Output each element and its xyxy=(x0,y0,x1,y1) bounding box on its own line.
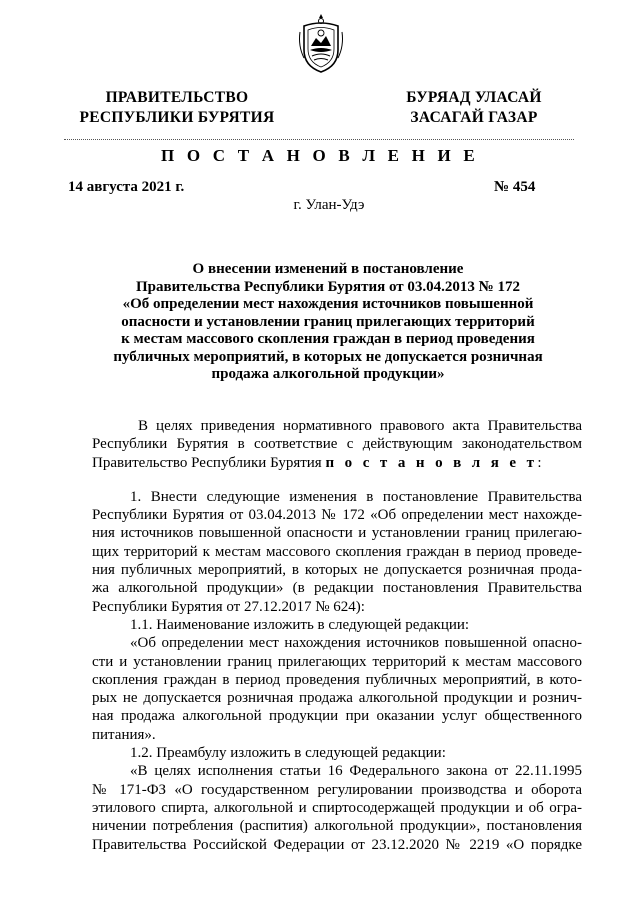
header-divider xyxy=(64,139,574,140)
issuer-line: РЕСПУБЛИКИ БУРЯТИЯ xyxy=(79,109,275,126)
body-line: ния публичных мероприятий, в которых не допускается розничная прода- xyxy=(92,562,582,579)
preamble-line: В целях приведения нормативного правового акта Правительства xyxy=(138,418,582,434)
body-line: 1.1. Наименование изложить в следующей редакции: xyxy=(130,616,470,633)
body-line: скопления граждан в период проведения публичных мероприятий, в кото- xyxy=(92,671,582,688)
body-line: Республики Бурятия от 27.12.2017 № 624): xyxy=(92,598,365,615)
document-number: № 454 xyxy=(494,179,536,195)
preamble-line xyxy=(92,454,582,472)
issuer-name-russian xyxy=(72,88,282,128)
document-type: П О С Т А Н О В Л Е Н И Е xyxy=(161,146,479,165)
title-line: публичных мероприятий, в которых не допускается розничная xyxy=(113,348,543,365)
body-line: рых не допускается розничная продажа алкогольной продукции и рознич- xyxy=(92,690,582,707)
body-line: сти и установлении границ прилегающих территорий к местам массового xyxy=(92,653,582,670)
title-line: О внесении изменений в постановление xyxy=(192,261,464,277)
preamble-text: : xyxy=(537,454,542,471)
body-line: № 171-ФЗ «О государственном регулировании производства и оборота xyxy=(92,781,582,798)
body-line: Правительства Российской Федерации от 23.12.2020 № 2219 «О порядке xyxy=(92,836,582,853)
resolves-word: п о с т а н о в л я е т xyxy=(325,454,538,471)
body-line: 1.2. Преамбулу изложить в следующей редакции: xyxy=(130,745,446,762)
body-line: «В целях исполнения статьи 16 Федерального закона от 22.11.1995 xyxy=(130,763,582,780)
body-line: ния источников повышенной опасности и установлении границ прилегаю- xyxy=(92,525,582,542)
issuer-line: ПРАВИТЕЛЬСТВО xyxy=(105,89,249,106)
title-line: к местам массового скопления граждан в период проведения xyxy=(121,331,535,347)
document-title xyxy=(100,261,556,384)
title-line: Правительства Республики Бурятия от 03.04.2013 № 172 xyxy=(135,278,520,295)
body-line: щих территорий к местам массового скопления граждан в период проведе- xyxy=(92,543,582,560)
title-line: опасности и установлении границ прилегающих территорий xyxy=(121,313,535,330)
body-line: жа алкогольной продукции» (в редакции постановления Правительства xyxy=(92,580,582,597)
body-line: «Об определении мест нахождения источников повышенной опасно- xyxy=(130,635,582,652)
issuer-line: БУРЯАД УЛАСАЙ xyxy=(406,89,542,106)
body-line: питания». xyxy=(92,726,156,743)
title-line: продажа алкогольной продукции» xyxy=(211,366,445,382)
preamble-line: Республики Бурятия в соответствие с действующим законодательством xyxy=(92,436,582,453)
document-date: 14 августа 2021 г. xyxy=(68,179,185,195)
issuer-line: ЗАСАГАЙ ГАЗАР xyxy=(410,109,538,126)
body-line: этилового спирта, алкогольной и спиртосодержащей продукции и об огра- xyxy=(92,799,582,816)
coat-of-arms-icon xyxy=(296,12,346,74)
document-city: г. Улан-Удэ xyxy=(293,197,365,213)
preamble-text: Правительство Республики Бурятия xyxy=(92,454,326,471)
body-line: ная продажа алкогольной продукции при оказании услуг общественного xyxy=(92,708,582,725)
body-line: 1. Внести следующие изменения в постановление Правительства xyxy=(130,488,582,505)
body-line: ничении потребления (распития) алкогольной продукции», постановления xyxy=(92,818,582,835)
document-body xyxy=(92,417,582,854)
issuer-name-buryat xyxy=(384,88,564,128)
title-line: «Об определении мест нахождения источников повышенной xyxy=(122,296,534,312)
body-line: Республики Бурятия от 03.04.2013 № 172 «Об определении мест нахожде- xyxy=(92,507,582,524)
